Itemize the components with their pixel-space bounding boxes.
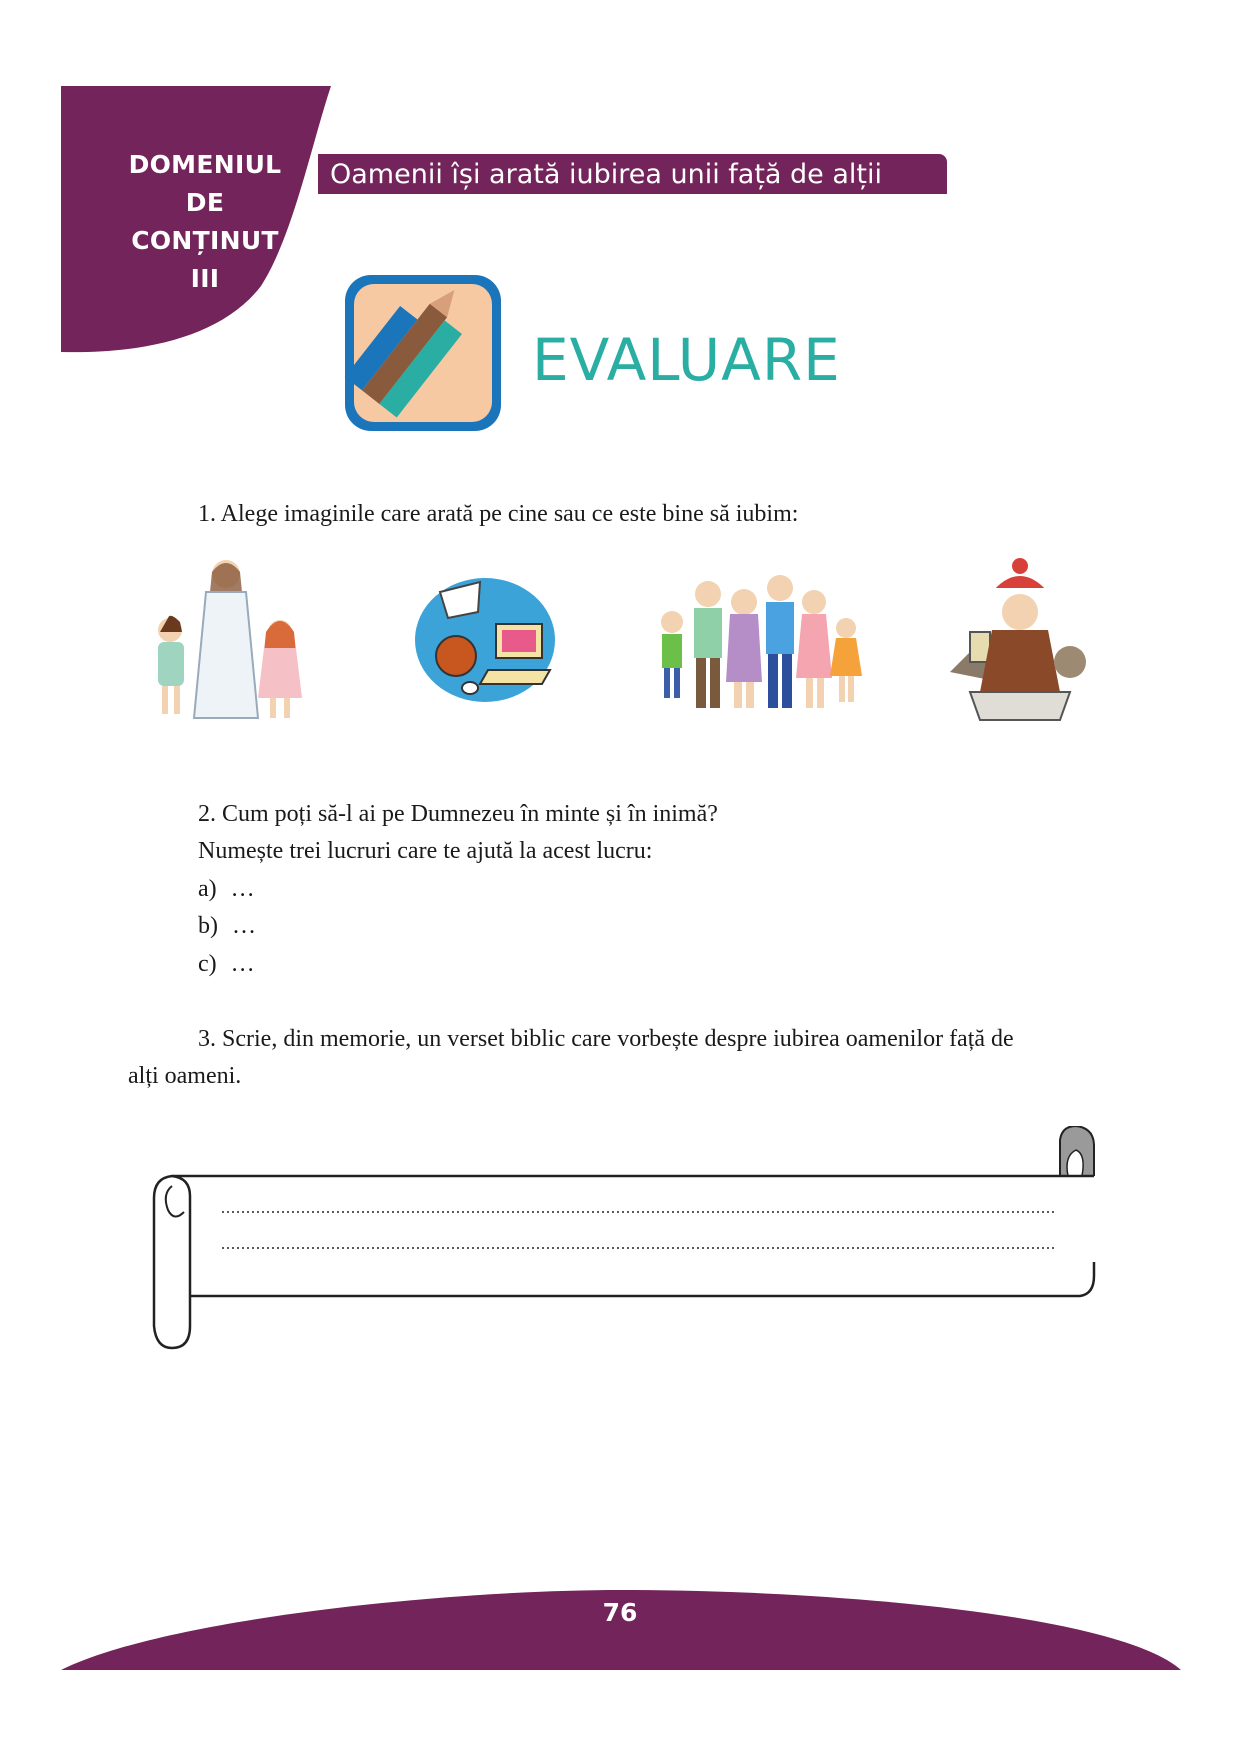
- answer-blank: …: [230, 876, 255, 902]
- answer-blank: …: [232, 913, 256, 939]
- answer-letter: a): [198, 876, 217, 902]
- question-2-instruction: Numește trei lucruri care te ajută la acest lucru:: [198, 838, 653, 864]
- section-title: EVALUARE: [532, 326, 841, 394]
- page-number: 76: [602, 1598, 638, 1627]
- answer-letter: c): [198, 951, 217, 977]
- pencils-icon: [340, 270, 506, 436]
- answer-letter: b): [198, 913, 218, 939]
- answer-c[interactable]: [198, 946, 255, 983]
- answer-blank: …: [230, 951, 255, 977]
- family-image[interactable]: [642, 552, 868, 728]
- domain-line: DE: [185, 188, 225, 217]
- answer-a[interactable]: [198, 871, 255, 908]
- domain-label: [120, 146, 290, 298]
- jesus-with-children-image[interactable]: [146, 552, 306, 728]
- question-1: 1. Alege imaginile care arată pe cine sau ce este bine să iubim:: [198, 501, 799, 527]
- domain-line: III: [190, 264, 220, 293]
- question-3: 3. Scrie, din memorie, un verset biblic care vorbește despre iubirea oamenilor față de: [198, 1026, 1014, 1052]
- page-title: Oamenii își arată iubirea unii față de alții: [330, 159, 883, 190]
- poor-child-image[interactable]: [940, 552, 1100, 728]
- question-3-continuation: alți oameni.: [128, 1063, 242, 1089]
- question-2: 2. Cum poți să-l ai pe Dumnezeu în minte și în inimă?: [198, 801, 718, 827]
- answer-b[interactable]: [198, 908, 256, 945]
- domain-line: CONȚINUT: [131, 226, 279, 255]
- domain-line: DOMENIUL: [128, 150, 282, 179]
- toys-and-computer-image[interactable]: [410, 552, 560, 728]
- answer-scroll[interactable]: [150, 1126, 1096, 1350]
